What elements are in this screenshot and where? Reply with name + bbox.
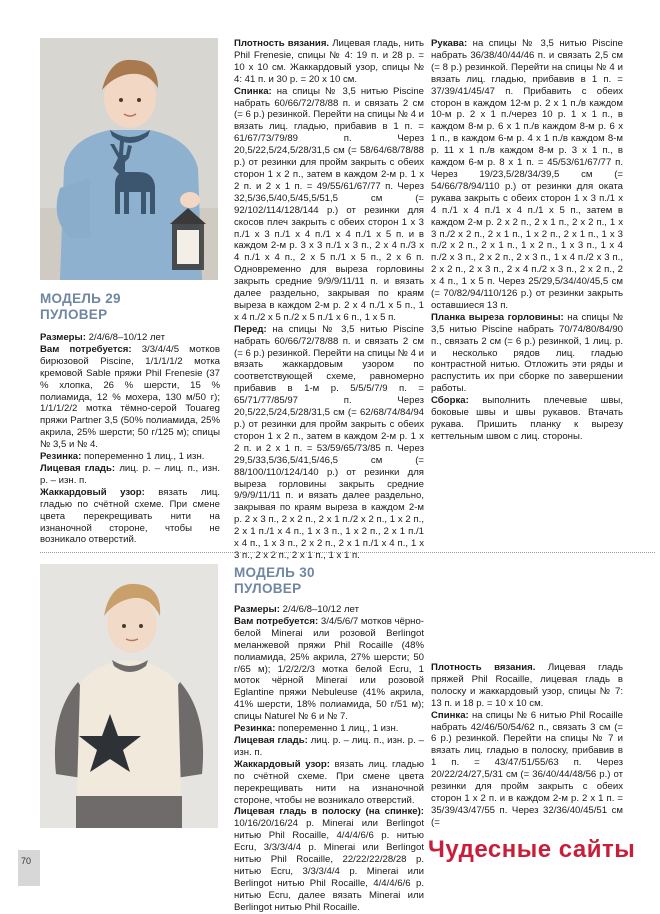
model30-photo bbox=[40, 564, 218, 828]
page-number-tab bbox=[18, 850, 40, 886]
model29-title: МОДЕЛЬ 29 ПУЛОВЕР bbox=[40, 291, 121, 322]
model29-column-3: Рукава: на спицы № 3,5 нитью Piscine набрать 36/38/40/44/46 п. и связать 2,5 см (= 8 р.) резинкой. Перейти на спицы № 4 и вязать лиц. гладью, прибавив в 1 п. = 37/39/41/45/47 п. Прибавить с обеих сторон в каждом 12-м р. 2 x 1 п./в каждом 10-м р. 2 x 1 п./через 10 р. 1 x 1 п., в каждом 8-м р. 6 x 1 п./в каждом 8-м р. 6 x 1 п., в каждом 6-м р. 4 x 1 п./в каждом 8-м р. 11 x 1 п./в каждом 8-м р. 3 x 1 п., в каждом 6-м р. 8 x 1 п. = 45/53/61/67/77 п. Через 19/23,5/28/34/39,5 см (= 54/66/78/94/110 р.) от резинки для оката рукава закрыть с обеих сторон 1 x 3 п./1 x 4 п./1 x 4 п./1 x 4 п./1 x 5 п., затем в каждом 2-м р. 2 x 2 п., 2 x 1 п., 2 x 2 п., 1 x 3 п./2 x 2 п., 2 x 1 п., 1 x 2 п., 2 x 1 п., 1 x 3 п./2 x 2 п., 2 x 1 п., 1 x 2 п., 1 x 3 п., 1 x 4 п./2 x 3 п., 2 x 2 п., 2 x 3 п., 1 x 4 п./2 x 3 п., 2 x 2 п., 2 x 3 п., 2 x 4 п./2 x 3 п., 2 x 2 п., 2 x 4 п., 1 x 5 п. Через 25/29,5/34/40/45,5 см (= 70/82/94/110/126 р.) от резинки закрыть оставшиеся 13 п. Планка выреза горловины: на спицы № 3,5 нитью Piscine набрать 70/74/80/84/90 п., связать 2 см (= 6 р.) резинкой, 1 лиц. р. и несколько рядов лиц. гладью контрастной нитью. Отложить эти ряды и распустить их при сборке по завершении работы. Сборка: выполнить плечевые швы, боковые швы и швы рукавов. Втачать рукава. Пришить планку к вырезу кеттельным швом с лиц. стороны. bbox=[431, 38, 624, 442]
model29-photo bbox=[40, 38, 218, 280]
model29-column-2: Плотность вязания. Лицевая гладь, нить Phil Frenesie, спицы № 4: 19 п. и 28 р. = 10 x 10 см. Жаккардовый узор, спицы № 4: 41 п. и 30 р. = 20 x 10 см. Спинка: на спицы № 3,5 нитью Piscine набрать 60/66/72/78/88 п. и связать 2 см (= 6 р.) резинкой. Перейти на спицы № 4 и вязать лиц. гладью, прибавив в 1 п. = 61/67/73/79/89 п. Через 20,5/22,5/24,5/28/31,5 см (= 58/64/68/78/88 р.) от резинки для пройм закрыть с обеих сторон 1 x 2 п., затем в каждом 2-м р. 1 x 2 п. и 2 x 1 п. = 49/55/61/67/77 п. Через 32,5/36,5/40,5/45,5/51,5 см (= 92/102/114/128/144 р.) от резинки для скосов плеч закрыть с обеих сторон 1 x 3 п./1 x 3 п./1 x 4 п./1 x 4 п./1 x 5 п. и в каждом 2-м р. 3 x 3 п./1 x 3 п., 2 x 4 п./3 x 4 п./1 x 4 п., 2 x 5 п./1 x 5 п., 2 x 6 п. Одновременно для выреза горловины закрыть средние 9/9/9/11/11 п. и вязать далее раздельно, закрывая по краям выреза в каждом 2-м р. 2 x 4 п./1 x 5 п., 1 x 4 п./2 x 5 п./2 x 5 п./1 x 6 п., 1 x 5 п. Перед: на спицы № 3,5 нитью Piscine набрать 60/66/72/78/88 п. и связать 2 см (= 6 р.) резинкой. Перейти на спицы № 4 и вязать жаккардовым узором по соответствующей схеме, равномерно прибавив в 1-м р. 5/5/5/7/9 п. = 65/71/77/85/97 п. Через 20,5/22,5/24,5/28/31,5 см (= 62/68/74/84/94 р.) от резинки для пройм закрыть с обеих сторон 1 x 2 п., затем в каждом 2-м р. 1 x 2 п. и 2 x 1 п. = 53/59/65/73/85 п. Через 29,5/33,5/36,5/41,5/46,5 см (= 88/100/110/124/140 р.) от резинки для выреза горловины закрыть средние 9/9/9/11/11 п. и вязать далее раздельно, закрывая по краям выреза в каждом 2-м р. 2 x 3 п., 2 x 2 п., 2 x 1 п./2 x 2 п., 1 x 2 п., 2 x 1 п./1 x 4 п., 1 x 3 п., 1 x 2 п., 2 x 1 п./1 x 4 п., 1 x 3 п., 2 x 2 п., 2 x 1 п./1 x 4 п., 1 x 3 п., 2 x 2 п., 2 x 1 п., 1 x 1 п. bbox=[234, 38, 424, 561]
boy-reindeer-sweater-image bbox=[40, 38, 218, 280]
model30-column-2: Размеры: 2/4/6/8–10/12 лет Вам потребуется: 3/4/5/6/7 мотков чёрно-белой Minerai или розовой Berlingot меланжевой пряжи Phil Rocaille (48% полиамида, 25% акрила, 27% шерсти; 50 г/65 м); 1/2/2/2/3 мотка белой Ecru, 1 моток чёрной Minerai или розовой Eglantine пряжи Nebuleuse (41% акрила, 41% шерсти, 18% полиамида, 50 г/51 м); спицы Naturel № 6 и № 7. Резинка: попеременно 1 лиц., 1 изн. Лицевая гладь: лиц. р. – лиц. п., изн. р. – изн. п. Жаккардовый узор: вязать лиц. гладью по счётной схеме. При смене цвета перекрещивать нити на изнаночной стороне, чтобы не возникало отверстий. Лицевая гладь в полоску (на спинке): 10/16/20/16/24 р. Minerai или Berlingot нитью Phil Rocaille, 4/4/4/6/6 р. нитью Ecru, 3/3/3/4/4 р. Minerai или Berlingot нитью Phil Rocaille, 22/22/22/28/28 р. нитью Ecru, 3/3/3/4/4 р. Minerai или Berlingot нитью Phil Rocaille, 4/4/4/6/6 р. нитью Ecru, далее вязать Minerai или Berlingot нитью Phil Rocaille. bbox=[234, 604, 424, 913]
model30-title: МОДЕЛЬ 30 ПУЛОВЕР bbox=[234, 565, 315, 596]
section-divider bbox=[40, 552, 655, 553]
model30-column-3: Плотность вязания. Лицевая гладь пряжей Phil Rocaille, лицевая гладь в полоску и жаккардовый узор, спицы № 7: 13 п. и 18 р. = 10 x 10 см. Спинка: на спицы № 6 нитью Phil Rocaille набрать 42/46/50/54/62 п., связать 3 см (= 6 р.) резинкой. Перейти на спицы № 7 и вязать лиц. гладью в полоску, прибавив в 1 п. = 43/47/51/55/63 п. Через 20/22/24/27,5/31 см (= 36/40/44/48/56 р.) от резинки для пройм закрыть с обеих сторон 1 x 2 п. и в каждом 2-м р. 2 x 1 п. = 35/39/43/47/55 п. Через 32/36/40/45/51 см (= bbox=[431, 662, 623, 828]
site-watermark: Чудесные сайты bbox=[428, 836, 636, 863]
boy-star-sweater-image bbox=[40, 564, 218, 828]
model29-column-1: Размеры: 2/4/6/8–10/12 лет Вам потребуется: 3/3/4/4/5 мотков бирюзовой Piscine, 1/1/1/1/2 мотка кремовой Sable пряжи Phil Frenesie (37 % хлопка, 26 % шерсти, 15 % полиамида, 12 % мохера, 130 м/50 г); 1/1/1/2/2 мотка тёмно-серой Touareg пряжи Partner 3,5 (50% полиамида, 25% акрила, 25% шерсти; 50 г/125 м); спицы № 3,5 и № 4. Резинка: попеременно 1 лиц., 1 изн. Лицевая гладь: лиц. р. – лиц. п., изн. р. – изн. п. Жаккардовый узор: вязать лиц. гладью по счётной схеме. При смене цвета перекрещивать нити на изнаночной стороне, чтобы не возникало отверстий. bbox=[40, 332, 221, 546]
page-number: 70 bbox=[21, 856, 32, 866]
